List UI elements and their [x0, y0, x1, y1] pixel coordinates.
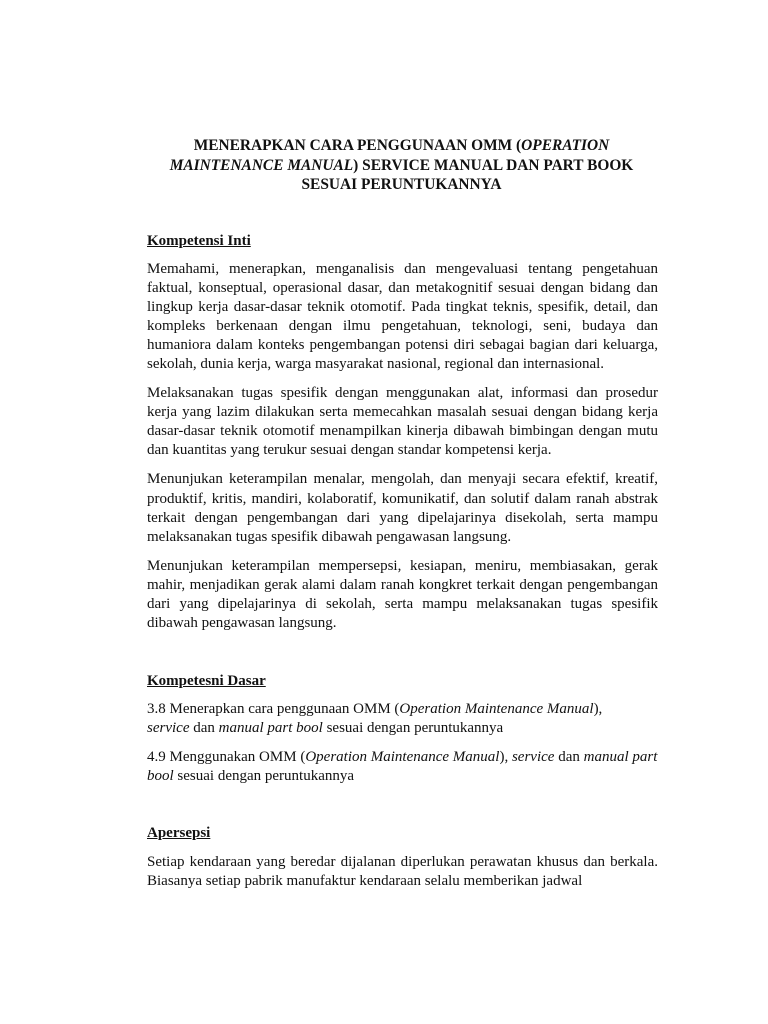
paragraph-ki-1: Memahami, menerapkan, menganalisis dan mengevaluasi tentang pengetahuan faktual, konseptual, operasional dasar, dan metakognitif sesuai dengan bidang dan lingkup kerja dasar-dasar teknik otomotif. Pada tingkat teknis, spesifik, detail, dan kompleks berkenaan dengan ilmu pengetahuan, teknologi, seni, budaya dan humaniora dalam konteks pengembangan potensi diri sebagai bagian dari keluarga, sekolah, dunia kerja, warga masyarakat nasional, regional dan internasional. [147, 260, 658, 372]
document-title [147, 136, 658, 195]
kd2-text-d: service [511, 749, 555, 766]
kd2-text-e: dan [554, 749, 584, 766]
kd1-text-b: Operation Maintenance Manual [399, 701, 594, 718]
kd1-text-a: 3.8 Menerapkan cara penggunaan OMM ( [147, 701, 400, 718]
kompetensi-dasar-item-4-9 [147, 748, 658, 786]
kd2-text-g: sesuai dengan peruntukannya [173, 768, 355, 785]
kd2-text-a: 4.9 Menggunakan OMM ( [147, 749, 306, 766]
title-line1-part1: MENERAPKAN CARA PENGGUNAAN OMM ( [193, 137, 522, 154]
kd1-text-c: ), [593, 701, 603, 718]
heading-kompetensi-dasar: Kompetesni Dasar [147, 673, 266, 690]
paragraph-ki-4: Menunjukan keterampilan mempersepsi, kesiapan, meniru, membiasakan, gerak mahir, menjadikan gerak alami dalam ranah kongkret terkait dengan pengembangan dari yang dipelajarinya di sekolah, serta mampu melaksanakan tugas spesifik dibawah pengawasan langsung. [147, 557, 658, 632]
title-line2-italic: MAINTENANCE MANUAL [169, 156, 354, 174]
kd2-text-f: manual part bool [147, 749, 658, 785]
kd1-text-d: service [147, 720, 190, 737]
paragraph-ki-2: Melaksanakan tugas spesifik dengan menggunakan alat, informasi dan prosedur kerja yang lazim dilakukan serta memecahkan masalah sesuai dengan bidang kerja dasar-dasar teknik otomotif menampilkan kinerja dibawah bimbingan dengan mutu dan kuantitas yang terukur sesuai dengan standar kompetensi kerja. [147, 385, 658, 459]
kd1-text-f: manual part bool [218, 720, 323, 737]
paragraph-ki-3: Menunjukan keterampilan menalar, mengolah, dan menyaji secara efektif, kreatif, produktif, kritis, mandiri, kolaboratif, komunikatif, dan solutif dalam ranah abstrak terkait dengan pengembangan dari yang dipelajarinya disekolah, serta mampu melaksanakan tugas spesifik dibawah pengawasan langsung. [147, 471, 658, 545]
heading-apersepsi: Apersepsi [147, 824, 211, 841]
heading-kompetensi-inti: Kompetensi Inti [147, 232, 251, 249]
kd2-text-c: ), [499, 749, 512, 766]
paragraph-apersepsi: Setiap kendaraan yang beredar dijalanan diperlukan perawatan khusus dan berkala. Biasanya setiap pabrik manufaktur kendaraan selalu memberikan jadwal [147, 853, 658, 889]
kd1-text-g: sesuai dengan peruntukannya [322, 720, 504, 737]
title-line3: SESUAI PERUNTUKANNYA [301, 176, 502, 193]
title-line1-italic: OPERATION [521, 137, 610, 154]
kd2-text-b: Operation Maintenance Manual [305, 749, 500, 766]
kd1-text-e: dan [189, 720, 219, 737]
kompetensi-dasar-item-3-8 [147, 700, 658, 738]
title-line2-part2: ) SERVICE MANUAL DAN PART BOOK [353, 156, 634, 174]
